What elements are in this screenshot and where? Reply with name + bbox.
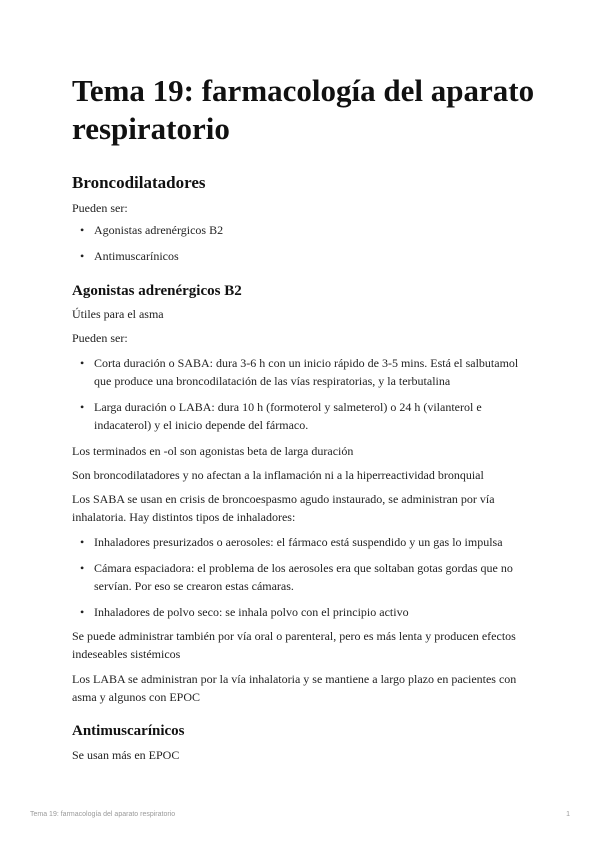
paragraph: Son broncodilatadores y no afectan a la inflamación ni a la hiperreactividad bronquial	[72, 468, 484, 482]
paragraph: Los terminados en -ol son agonistas beta de larga duración	[72, 444, 354, 458]
list-item: • Agonistas adrenérgicos B2	[72, 221, 528, 239]
paragraph: Útiles para el asma	[72, 307, 164, 321]
bullet-list	[72, 354, 528, 434]
paragraph: Se usan más en EPOC	[72, 748, 180, 762]
footer-title: Tema 19: farmacología del aparato respiratorio	[30, 811, 176, 818]
page-footer	[30, 811, 570, 818]
list-item: • Antimuscarínicos	[72, 247, 528, 265]
bullet-list	[72, 533, 528, 621]
page-title: Tema 19: farmacología del aparato respiratorio	[72, 73, 535, 146]
paragraph: Pueden ser:	[72, 201, 128, 215]
section-heading-broncodilatadores: Broncodilatadores	[72, 173, 206, 192]
list-item: • Cámara espaciadora: el problema de los aerosoles era que soltaban gotas gordas que no servían. Por eso se crearon estas cámaras.	[72, 559, 528, 595]
section-heading-antimuscarinicos: Antimuscarínicos	[72, 723, 185, 739]
list-item: • Inhaladores de polvo seco: se inhala polvo con el principio activo	[72, 603, 528, 621]
page-number: 1	[566, 811, 570, 818]
list-item: • Inhaladores presurizados o aerosoles: el fármaco está suspendido y un gas lo impulsa	[72, 533, 528, 551]
paragraph: Pueden ser:	[72, 331, 128, 345]
paragraph: Los SABA se usan en crisis de broncoespasmo agudo instaurado, se administran por vía inhalatoria. Hay distintos tipos de inhaladores:	[72, 492, 495, 524]
section-heading-agonistas: Agonistas adrenérgicos B2	[72, 283, 242, 299]
paragraph: Se puede administrar también por vía oral o parenteral, pero es más lenta y producen efectos indeseables sistémicos	[72, 629, 516, 661]
paragraph: Los LABA se administran por la vía inhalatoria y se mantiene a largo plazo en pacientes con asma y algunos con EPOC	[72, 672, 517, 704]
bullet-list	[72, 221, 528, 265]
list-item: • Larga duración o LABA: dura 10 h (formoterol y salmeterol) o 24 h (vilanterol e indacaterol) y el inicio depende del fármaco.	[72, 398, 528, 434]
list-item: • Corta duración o SABA: dura 3-6 h con un inicio rápido de 3-5 mins. Está el salbutamol que produce una broncodilatación de las vías respiratorias, y la terbutalina	[72, 354, 528, 390]
